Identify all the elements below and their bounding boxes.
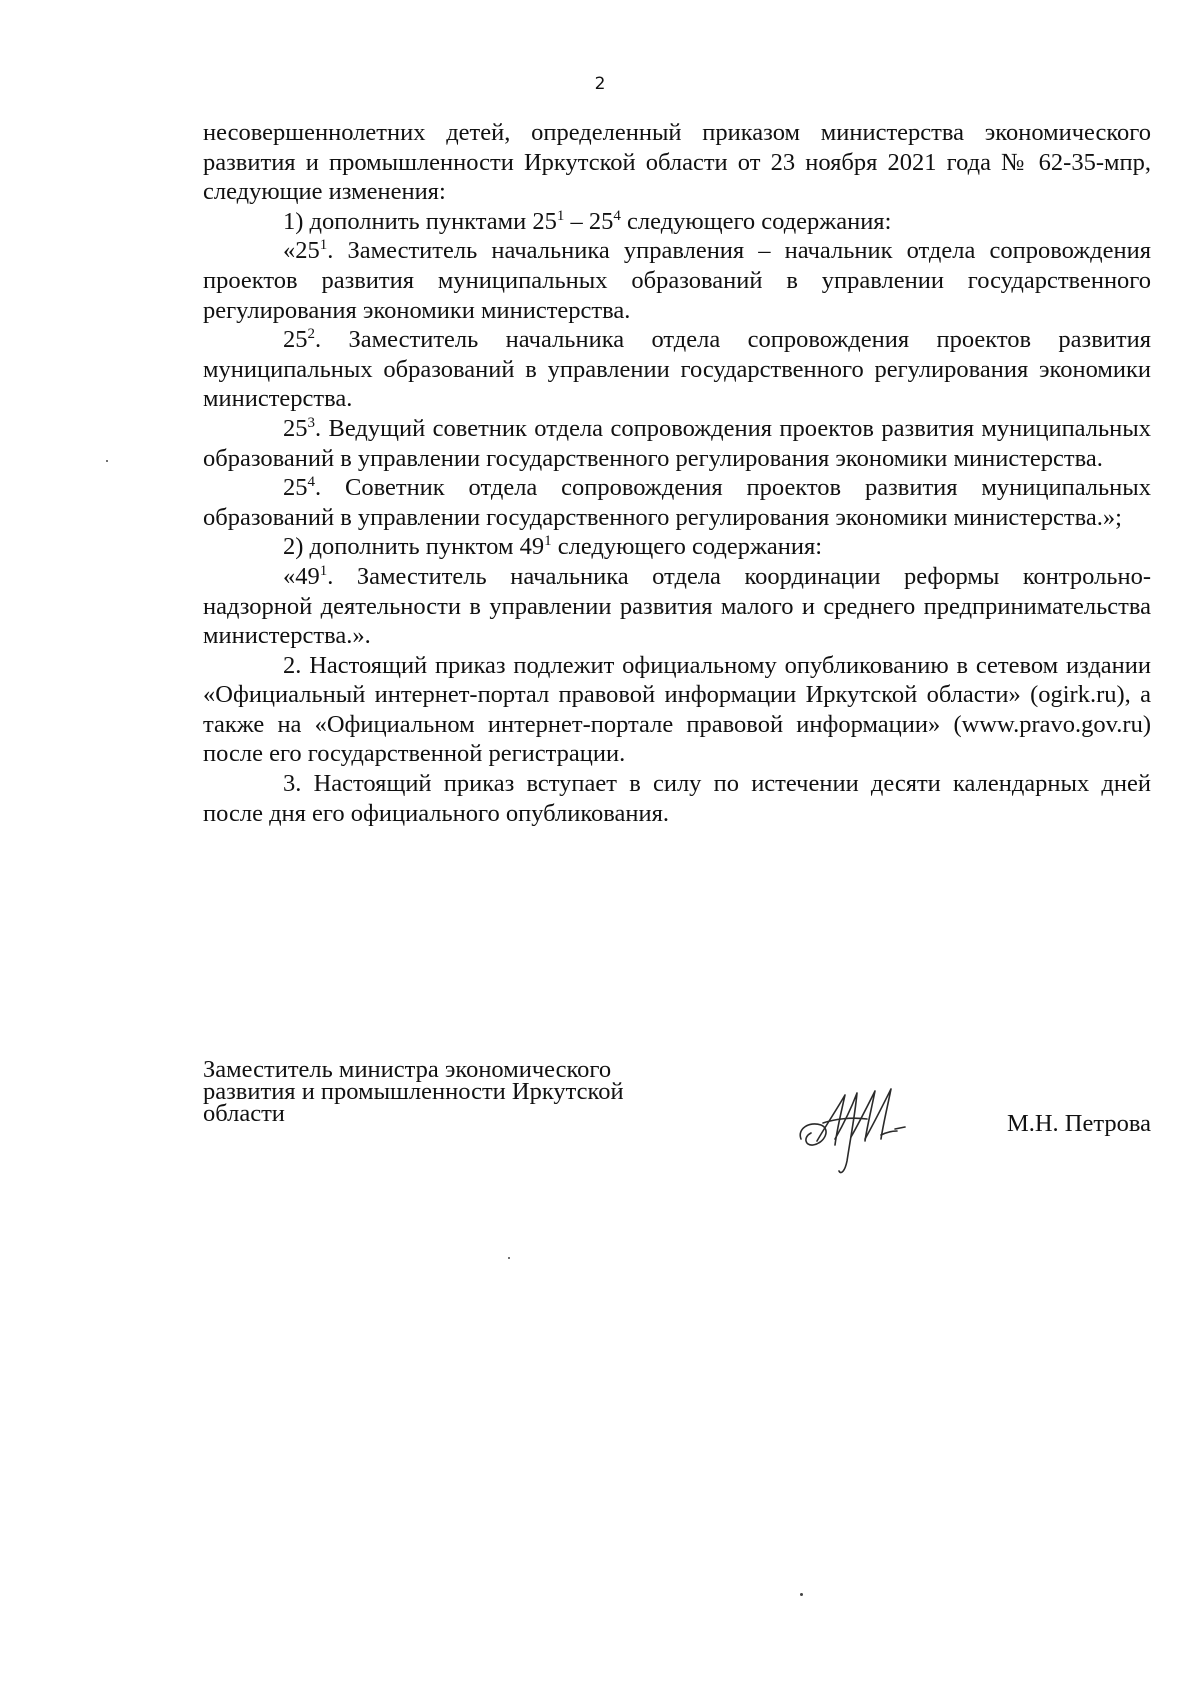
signature-strokes — [800, 1089, 905, 1173]
item-1-after: следующего содержания: — [620, 207, 892, 235]
p25-3-text: . Ведущий советник отдела сопровождения проектов развития муниципальных образований в управлении государственного регулирования экономики министерства. — [203, 414, 1151, 472]
signature-stroke — [881, 1127, 905, 1135]
p25-1-text: . Заместитель начальника управления – начальник отдела сопровождения проектов развития муниципальных образований в управлении государственного регулирования экономики министерства. — [203, 237, 1151, 324]
p25-1-sup: 1 — [319, 237, 328, 254]
signer-name: М.Н. Петрова — [1006, 1110, 1151, 1137]
paragraph-25-2 — [203, 325, 1151, 414]
p25-1-prefix: «25 — [283, 237, 320, 265]
paragraph-25-1 — [203, 236, 1151, 325]
p25-2-text: . Заместитель начальника отдела сопровождения проектов развития муниципальных образований в управлении государственного регулирования экономики министерства. — [203, 326, 1151, 413]
item-2-sup: 1 — [544, 533, 552, 550]
item-1-sup-a: 1 — [556, 207, 565, 224]
page-number: 2 — [594, 74, 606, 94]
paragraph-49-1 — [203, 562, 1151, 651]
p25-2-sup: 2 — [307, 326, 315, 343]
document-body — [203, 118, 1151, 828]
paragraph-clause-3: 3. Настоящий приказ вступает в силу по истечении десяти календарных дней после дня его официального опубликования. — [203, 770, 1151, 827]
scan-speck — [508, 1257, 510, 1259]
p49-1-text: . Заместитель начальника отдела координации реформы контрольно-надзорной деятельности в управлении развития малого и среднего предпринимательства министерства.». — [203, 562, 1151, 650]
item-2-before: 2) дополнить пунктом 49 — [283, 533, 545, 561]
p49-1-prefix: «49 — [283, 562, 320, 590]
signer-title — [203, 1056, 723, 1127]
paragraph-item-1 — [203, 207, 1151, 237]
signer-title-line-1: Заместитель министра экономического — [203, 1056, 612, 1083]
paragraph-25-3 — [203, 414, 1151, 473]
item-1-sup-b: 4 — [613, 207, 621, 224]
handwritten-signature — [795, 1079, 925, 1179]
p25-2-prefix: 25 — [283, 326, 308, 354]
signature-block — [203, 1056, 1151, 1179]
item-1-before: 1) дополнить пунктами 25 — [283, 207, 557, 235]
paragraph-intro: несовершеннолетних детей, определенный приказом министерства экономического развития и промышленности Иркутской области от 23 ноября 2021 года № 62-35-мпр, следующие изменения: — [203, 119, 1151, 206]
p25-4-text: . Советник отдела сопровождения проектов развития муниципальных образований в управлении государственного регулирования экономики министерства.»; — [203, 474, 1151, 531]
p25-3-prefix: 25 — [283, 414, 308, 442]
paragraph-clause-2: 2. Настоящий приказ подлежит официальному опубликованию в сетевом издании «Официальный интернет-портал правовой информации Иркутской области» (ogirk.ru), а также на «Официальном интернет-портале правовой информации» (www.pravo.gov.ru) после его государственной регистрации. — [203, 651, 1151, 768]
p25-4-sup: 4 — [307, 474, 315, 491]
p49-1-sup: 1 — [319, 562, 328, 579]
p25-4-prefix: 25 — [283, 474, 308, 502]
scan-speck — [106, 460, 108, 462]
item-2-after: следующего содержания: — [551, 533, 823, 561]
item-1-middle: – 25 — [564, 207, 614, 235]
p25-3-sup: 3 — [307, 414, 315, 431]
signature-stroke — [800, 1124, 826, 1145]
signer-title-line-3: области — [203, 1100, 285, 1127]
signer-title-line-2: развития и промышленности Иркутской — [203, 1078, 624, 1105]
paragraph-item-2 — [203, 532, 1151, 562]
paragraph-25-4 — [203, 473, 1151, 532]
scan-speck — [800, 1593, 803, 1596]
signature-stroke — [865, 1089, 891, 1139]
